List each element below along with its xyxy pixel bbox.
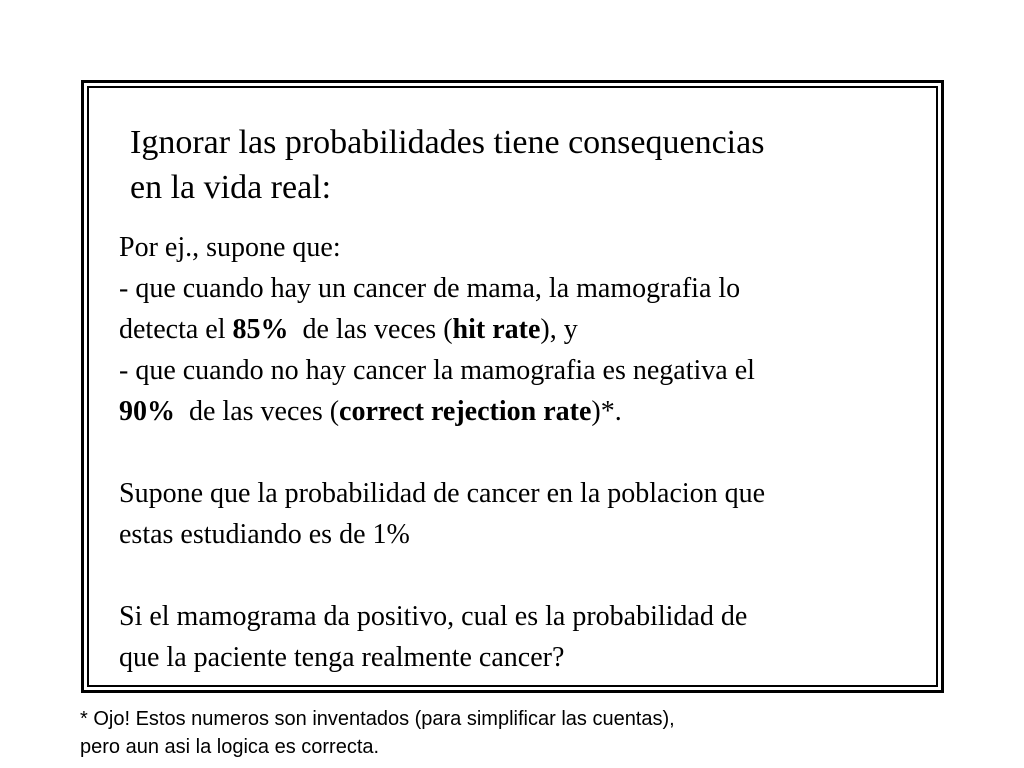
prior-line-2: estas estudiando es de 1% xyxy=(119,519,410,550)
hit-rate-percent: 85% xyxy=(232,314,289,345)
item-2-line-2 xyxy=(119,391,929,432)
item-1-post: ), y xyxy=(540,314,578,345)
footnote xyxy=(80,705,980,761)
item-1-mid: de las veces ( xyxy=(288,314,453,345)
paragraph-gap xyxy=(119,555,929,596)
hit-rate-term: hit rate xyxy=(452,314,541,345)
correct-rejection-percent: 90% xyxy=(119,396,175,427)
title-line-2: en la vida real: xyxy=(130,169,332,206)
paragraph-gap xyxy=(119,432,929,473)
item-2-post: )*. xyxy=(591,396,622,427)
item-2-mid: de las veces ( xyxy=(175,396,340,427)
item-1-line-1: - que cuando hay un cancer de mama, la mamografia lo xyxy=(119,273,741,304)
intro-text: Por ej., supone que: xyxy=(119,232,341,263)
item-1-line-2 xyxy=(119,309,929,350)
slide-body xyxy=(119,227,929,678)
footnote-line-1: * Ojo! Estos numeros son inventados (para simplificar las cuentas), xyxy=(80,708,675,730)
item-1-pre: detecta el xyxy=(119,314,233,345)
slide-title xyxy=(130,120,920,210)
question-line-2: que la paciente tenga realmente cancer? xyxy=(119,642,565,673)
footnote-line-2: pero aun asi la logica es correcta. xyxy=(80,736,380,758)
title-line-1: Ignorar las probabilidades tiene consequencias xyxy=(130,124,765,161)
correct-rejection-term: correct rejection rate xyxy=(339,396,592,427)
prior-line-1: Supone que la probabilidad de cancer en la poblacion que xyxy=(119,478,766,509)
question-line-1: Si el mamograma da positivo, cual es la probabilidad de xyxy=(119,601,748,632)
item-2-line-1: - que cuando no hay cancer la mamografia es negativa el xyxy=(119,355,755,386)
